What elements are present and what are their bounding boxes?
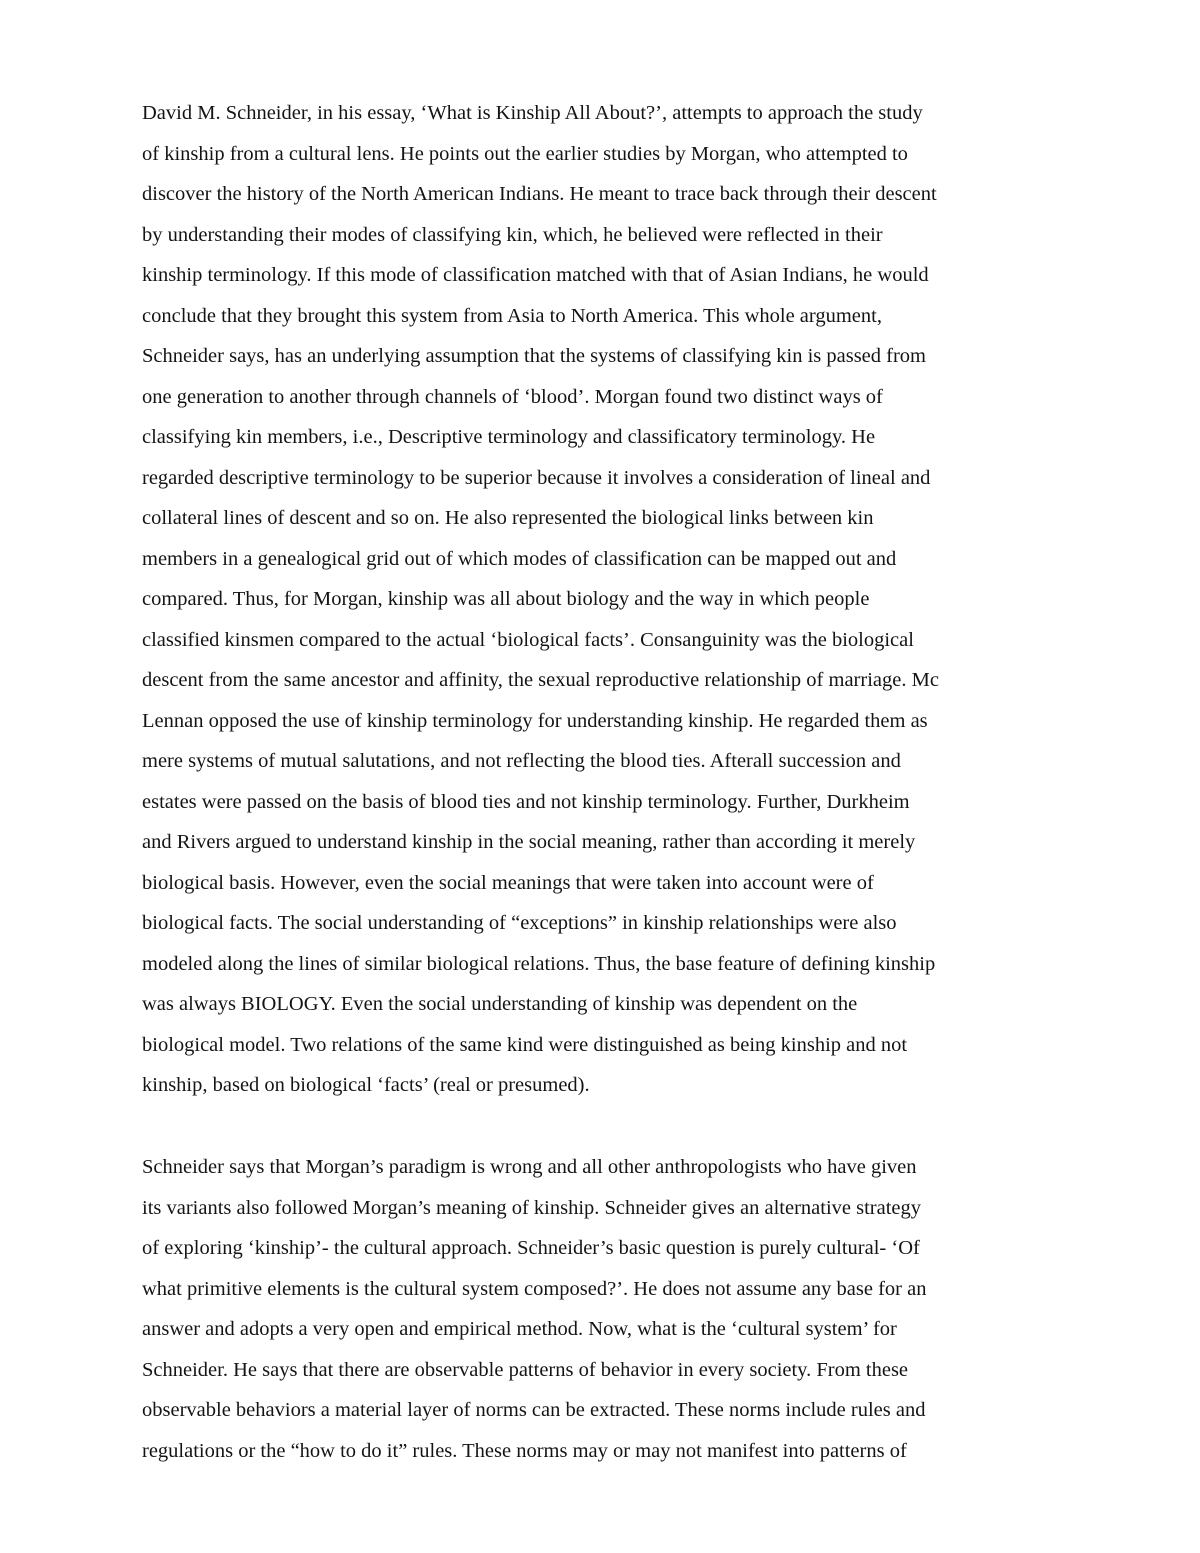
text-line: and Rivers argued to understand kinship in the social meaning, rather than according it merely — [142, 831, 916, 853]
text-line: classified kinsmen compared to the actual ‘biological facts’. Consanguinity was the biological — [142, 628, 914, 651]
text-line: mere systems of mutual salutations, and not reflecting the blood ties. Afterall succession and — [142, 750, 901, 772]
text-line: its variants also followed Morgan’s meaning of kinship. Schneider gives an alternative strategy — [142, 1196, 922, 1219]
text-line: observable behaviors a material layer of norms can be extracted. These norms include rules and — [142, 1399, 926, 1421]
text-line: biological facts. The social understanding of “exceptions” in kinship relationships were also — [142, 912, 897, 934]
text-line: Schneider. He says that there are observable patterns of behavior in every society. From these — [142, 1358, 909, 1381]
text-line: one generation to another through channels of ‘blood’. Morgan found two distinct ways of — [142, 385, 883, 408]
text-line: by understanding their modes of classifying kin, which, he believed were reflected in their — [142, 223, 883, 246]
text-line: of kinship from a cultural lens. He points out the earlier studies by Morgan, who attempted to — [142, 142, 908, 165]
text-line: conclude that they brought this system from Asia to North America. This whole argument, — [142, 304, 882, 327]
text-line: what primitive elements is the cultural system composed?’. He does not assume any base for an — [142, 1277, 927, 1300]
text-line: biological model. Two relations of the same kind were distinguished as being kinship and not — [142, 1033, 908, 1056]
text-line: discover the history of the North American Indians. He meant to trace back through their descent — [142, 183, 937, 205]
text-line: kinship, based on biological ‘facts’ (real or presumed). — [142, 1074, 590, 1096]
text-line: estates were passed on the basis of blood ties and not kinship terminology. Further, Durkheim — [142, 790, 910, 813]
text-line: regulations or the “how to do it” rules. These norms may or may not manifest into patterns of — [142, 1439, 907, 1462]
text-line: regarded descriptive terminology to be superior because it involves a consideration of lineal and — [142, 466, 931, 489]
text-line: Schneider says, has an underlying assumption that the systems of classifying kin is passed from — [142, 345, 927, 367]
text-line: Lennan opposed the use of kinship terminology for understanding kinship. He regarded them as — [142, 709, 928, 732]
text-line: Schneider says that Morgan’s paradigm is wrong and all other anthropologists who have given — [142, 1156, 917, 1178]
text-line: compared. Thus, for Morgan, kinship was all about biology and the way in which people — [142, 588, 870, 610]
text-line: kinship terminology. If this mode of classification matched with that of Asian Indians, he would — [142, 264, 929, 286]
text-line: biological basis. However, even the social meanings that were taken into account were of — [142, 871, 874, 894]
text-line: was always BIOLOGY. Even the social understanding of kinship was dependent on the — [142, 993, 858, 1015]
paragraph-2 — [142, 1147, 1062, 1471]
text-line: collateral lines of descent and so on. He also represented the biological links between kin — [142, 507, 874, 529]
text-line: descent from the same ancestor and affinity, the sexual reproductive relationship of marriage. Mc — [142, 669, 939, 691]
text-line: David M. Schneider, in his essay, ‘What is Kinship All About?’, attempts to approach the study — [142, 102, 923, 124]
text-line: answer and adopts a very open and empirical method. Now, what is the ‘cultural system’ for — [142, 1318, 897, 1340]
text-line: of exploring ‘kinship’- the cultural approach. Schneider’s basic question is purely cultural- ‘Of — [142, 1237, 920, 1259]
paragraph-1 — [142, 93, 1062, 1106]
text-line: modeled along the lines of similar biological relations. Thus, the base feature of defining kinship — [142, 952, 936, 975]
text-line: classifying kin members, i.e., Descriptive terminology and classificatory terminology. He — [142, 426, 876, 448]
text-line: members in a genealogical grid out of which modes of classification can be mapped out and — [142, 547, 897, 570]
